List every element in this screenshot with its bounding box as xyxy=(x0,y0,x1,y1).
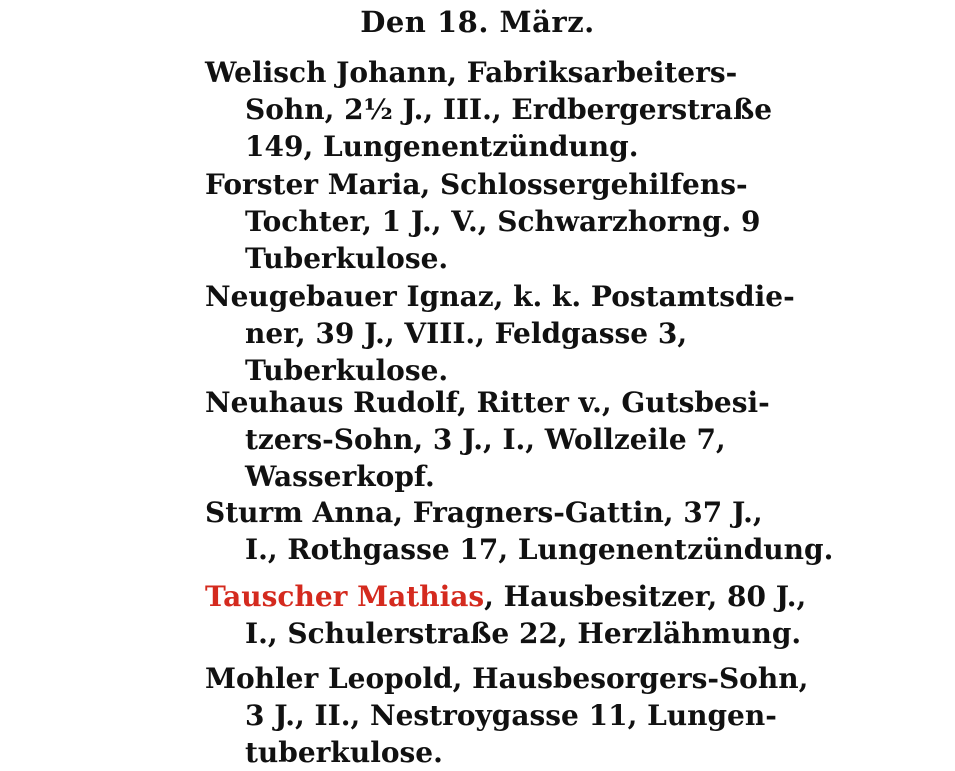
entry-line: 3 J., II., Nestroygasse 11, Lungen- xyxy=(245,699,777,732)
date-heading: Den 18. März. xyxy=(360,5,595,39)
entry-line: Tuberkulose. xyxy=(245,354,449,387)
entry-line: Neugebauer Ignaz, k. k. Postamtsdie- xyxy=(205,280,795,313)
entry-line: Forster Maria, Schlossergehilfens- xyxy=(205,168,748,201)
entry-first-line xyxy=(205,578,807,615)
death-record-entry-highlighted xyxy=(205,578,807,652)
entry-line: Neuhaus Rudolf, Ritter v., Gutsbesi- xyxy=(205,386,770,419)
entry-line: Sturm Anna, Fragners-Gattin, 37 J., xyxy=(205,496,763,529)
entry-line: Tuberkulose. xyxy=(245,242,449,275)
entry-line: tuberkulose. xyxy=(245,736,443,769)
death-record-entry xyxy=(205,660,809,771)
entry-line: I., Rothgasse 17, Lungenentzündung. xyxy=(245,533,834,566)
highlighted-name: Tauscher Mathias xyxy=(205,580,485,613)
entry-line: ner, 39 J., VIII., Feldgasse 3, xyxy=(245,317,688,350)
entry-line: I., Schulerstraße 22, Herzlähmung. xyxy=(245,617,802,650)
entry-line: Welisch Johann, Fabriksarbeiters- xyxy=(205,56,738,89)
entry-line-rest: , Hausbesitzer, 80 J., xyxy=(484,580,807,613)
entry-line: 149, Lungenentzündung. xyxy=(245,130,639,163)
death-record-entry xyxy=(205,166,765,277)
death-record-entry xyxy=(205,54,773,165)
death-record-entry xyxy=(205,278,795,389)
entry-line: Tochter, 1 J., V., Schwarzhorng. 9 xyxy=(245,205,761,238)
entry-line: Sohn, 2½ J., III., Erdbergerstraße xyxy=(245,93,773,126)
entry-line: Wasserkopf. xyxy=(245,460,435,493)
entry-line: Mohler Leopold, Hausbesorgers-Sohn, xyxy=(205,662,809,695)
entry-line: tzers-Sohn, 3 J., I., Wollzeile 7, xyxy=(245,423,726,456)
death-record-entry xyxy=(205,494,834,568)
death-record-entry xyxy=(205,384,770,495)
